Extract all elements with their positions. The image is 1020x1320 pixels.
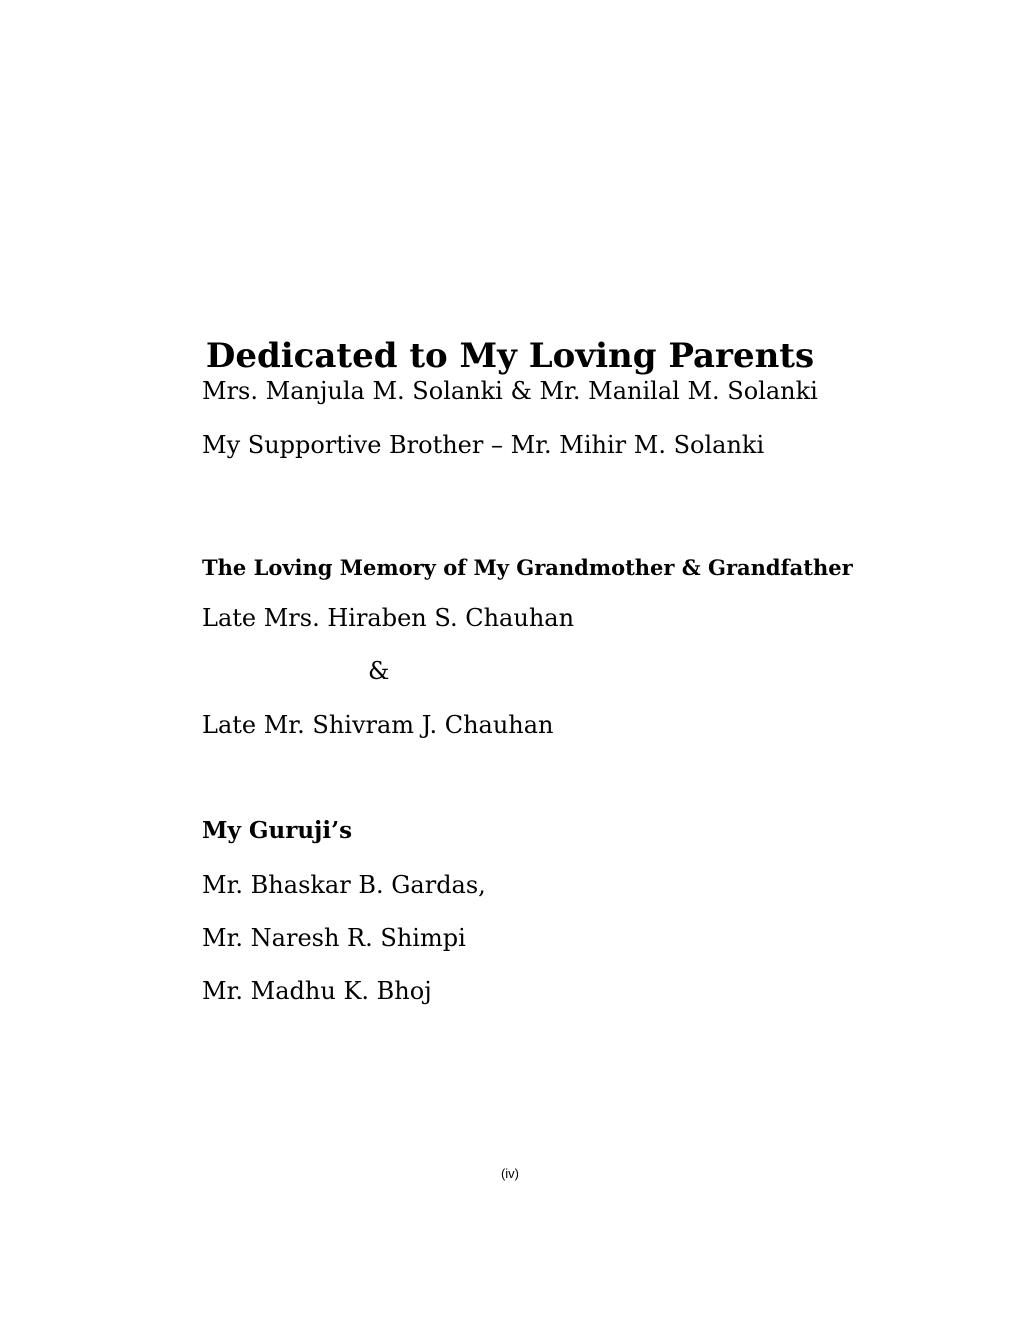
dedication-title: Dedicated to My Loving Parents [205,335,815,376]
page-number: (iv) [500,1166,520,1181]
guru-name: Mr. Madhu K. Bhoj [202,977,432,1005]
brother-name: My Supportive Brother – Mr. Mihir M. Solanki [202,431,765,459]
ampersand: & [368,657,390,685]
grandfather-name: Late Mr. Shivram J. Chauhan [202,711,554,739]
parents-names: Mrs. Manjula M. Solanki & Mr. Manilal M. Solanki [202,377,818,405]
gurus-heading: My Guruji’s [202,817,353,844]
memory-heading: The Loving Memory of My Grandmother & Grandfather [202,555,853,580]
guru-name: Mr. Bhaskar B. Gardas, [202,871,486,899]
guru-name: Mr. Naresh R. Shimpi [202,924,466,952]
grandmother-name: Late Mrs. Hiraben S. Chauhan [202,604,575,632]
